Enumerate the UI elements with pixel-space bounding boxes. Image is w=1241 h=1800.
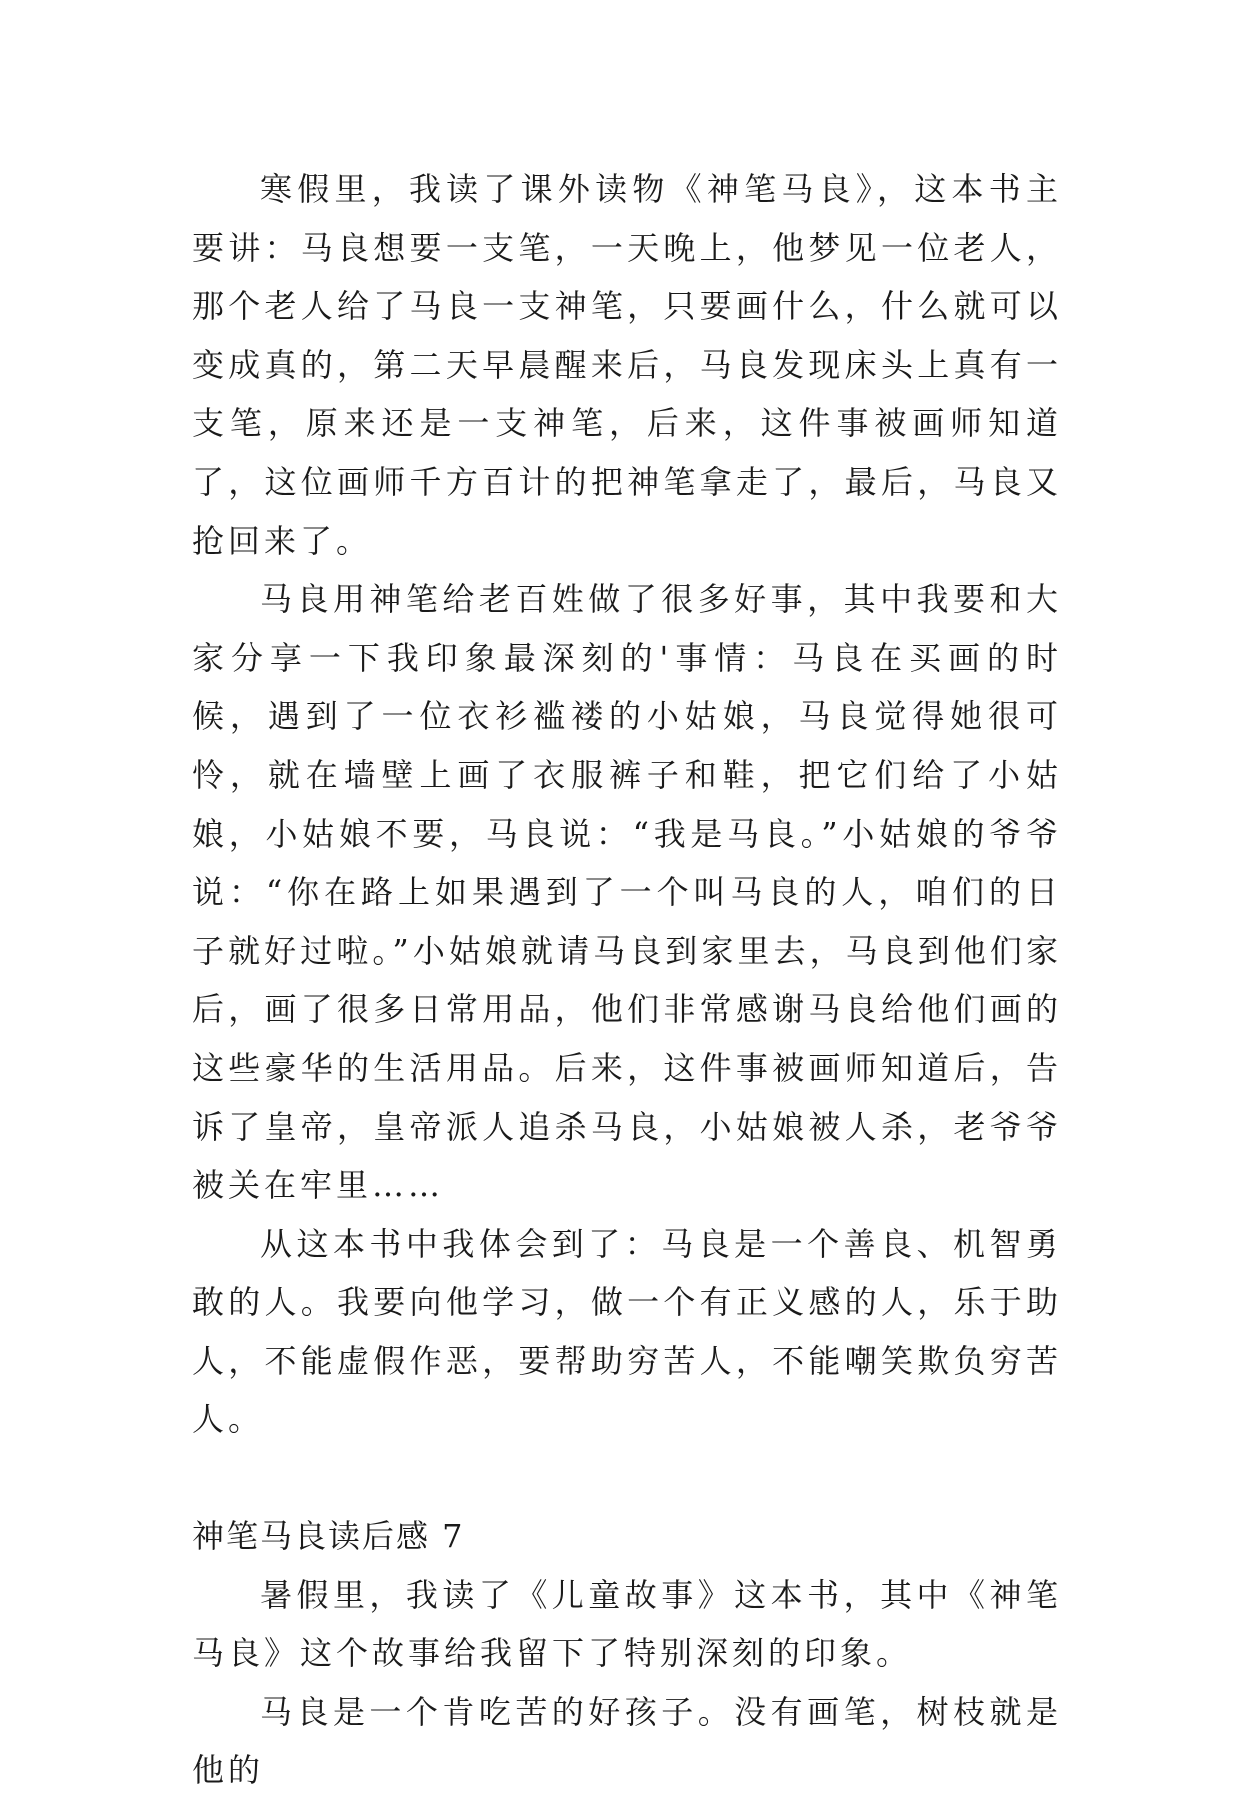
paragraph-2: 马良用神笔给老百姓做了很多好事，其中我要和大家分享一下我印象最深刻的'事情：马良在买画的时候，遇到了一位衣衫褴褛的小姑娘，马良觉得她很可怜，就在墙壁上画了衣服裤子和鞋，把它们给了小姑娘，小姑娘不要，马良说：“我是马良。”小姑娘的爷爷说：“你在路上如果遇到了一个叫马良的人，咱们的日子就好过啦。”小姑娘就请马良到家里去，马良到他们家后，画了很多日常用品，他们非常感谢马良给他们画的这些豪华的生活用品。后来，这件事被画师知道后，告诉了皇帝，皇帝派人追杀马良，小姑娘被人杀，老爷爷被关在牢里…… [192,580,1062,1205]
section-heading: 神笔马良读后感 7 [192,1517,465,1556]
section-paragraph-1: 暑假里，我读了《儿童故事》这本书，其中《神笔马良》这个故事给我留下了特别深刻的印象。 [192,1575,1062,1673]
paragraph-3: 从这本书中我体会到了：马良是一个善良、机智勇敢的人。我要向他学习，做一个有正义感的人，乐于助人，不能虚假作恶，要帮助穷苦人，不能嘲笑欺负穷苦人。 [192,1224,1062,1439]
document-body [192,160,1062,1800]
paragraph-1: 寒假里，我读了课外读物《神笔马良》，这本书主要讲：马良想要一支笔，一天晚上，他梦见一位老人，那个老人给了马良一支神笔，只要画什么，什么就可以变成真的，第二天早晨醒来后，马良发现床头上真有一支笔，原来还是一支神笔，后来，这件事被画师知道了，这位画师千方百计的把神笔拿走了，最后，马良又抢回来了。 [192,170,1062,560]
section-paragraph-2: 马良是一个肯吃苦的好孩子。没有画笔，树枝就是他的 [192,1692,1062,1790]
